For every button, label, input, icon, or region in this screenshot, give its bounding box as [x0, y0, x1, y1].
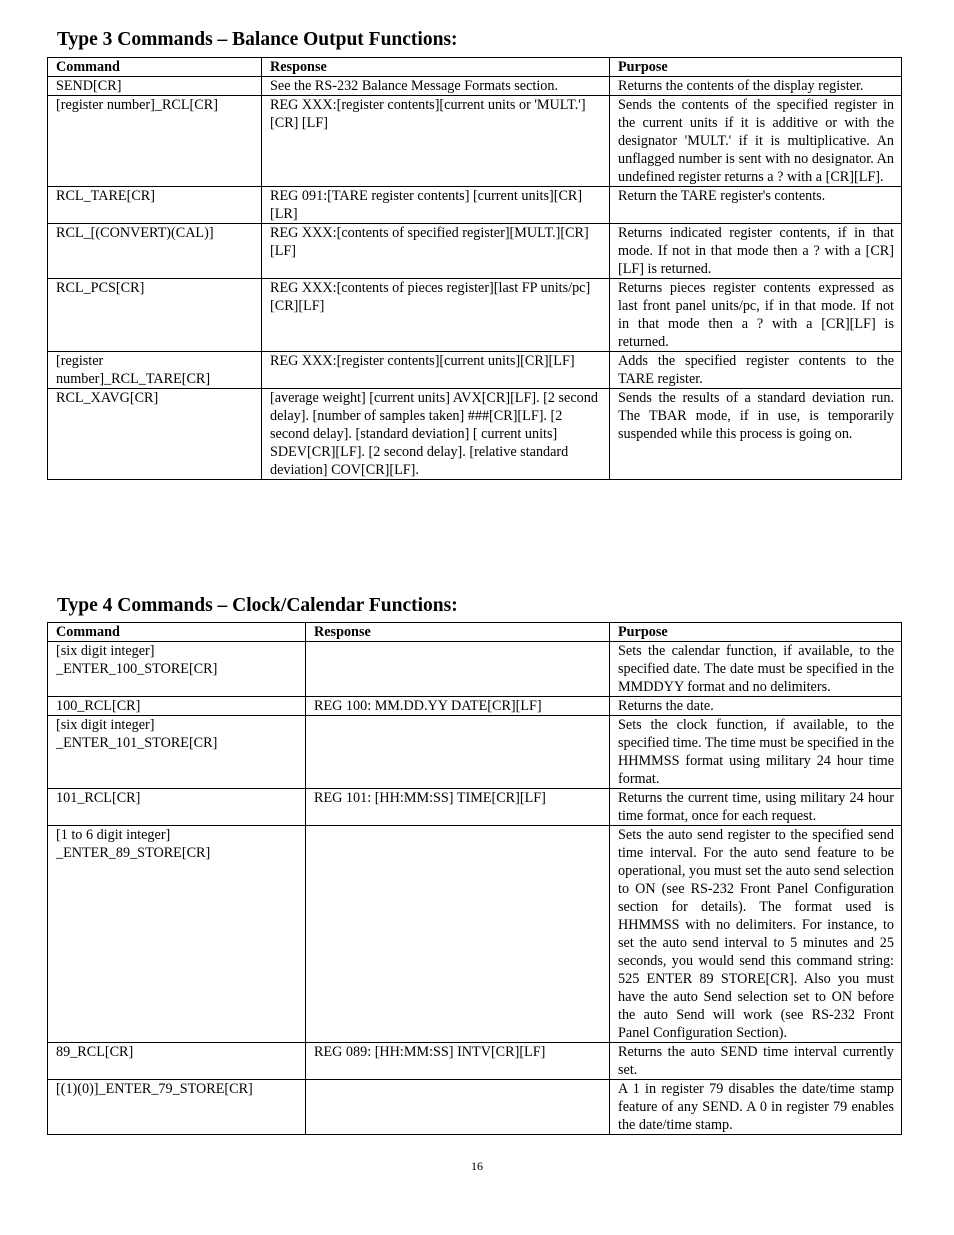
command-cell: [register number]_RCL_TARE[CR]: [48, 352, 262, 389]
purpose-cell: Sets the calendar function, if available, to the specified date. The date must be specified in the MMDDYY format and no delimiters.: [610, 642, 902, 697]
table-row: [48, 389, 902, 480]
table-header-row: [48, 58, 902, 77]
response-cell: [306, 1080, 610, 1135]
table-header-row: [48, 623, 902, 642]
table-row: [48, 187, 902, 224]
command-cell: [1 to 6 digit integer] _ENTER_89_STORE[CR]: [48, 826, 306, 1043]
command-cell: RCL_TARE[CR]: [48, 187, 262, 224]
response-cell: REG XXX:[register contents][current units][CR][LF]: [262, 352, 610, 389]
command-cell: RCL_PCS[CR]: [48, 279, 262, 352]
purpose-cell: Returns the contents of the display register.: [610, 77, 902, 96]
response-cell: [306, 716, 610, 789]
type-3-commands-table: [47, 57, 902, 480]
section-4-title: Type 4 Commands – Clock/Calendar Functions:: [57, 595, 458, 616]
response-cell: REG 100: MM.DD.YY DATE[CR][LF]: [306, 697, 610, 716]
command-cell: 89_RCL[CR]: [48, 1043, 306, 1080]
header-command: Command: [48, 58, 262, 77]
response-cell: REG XXX:[register contents][current units or 'MULT.'] [CR] [LF]: [262, 96, 610, 187]
purpose-cell: Sets the clock function, if available, to the specified time. The time must be specified in the HHMMSS format using military 24 hour time format.: [610, 716, 902, 789]
table-row: [48, 642, 902, 697]
purpose-cell: Adds the specified register contents to the TARE register.: [610, 352, 902, 389]
response-cell: [average weight] [current units] AVX[CR][LF]. [2 second delay]. [number of samples taken] ###[CR][LF]. [2 second delay]. [standard deviation] [ current units] SDEV[CR][LF]. [2 second delay]. [relative standard deviation] COV[CR][LF].: [262, 389, 610, 480]
command-cell: RCL_[(CONVERT)(CAL)]: [48, 224, 262, 279]
command-cell: [six digit integer] _ENTER_100_STORE[CR]: [48, 642, 306, 697]
table-row: [48, 789, 902, 826]
purpose-cell: Returns the current time, using military 24 hour time format, once for each request.: [610, 789, 902, 826]
header-command: Command: [48, 623, 306, 642]
table-row: [48, 1080, 902, 1135]
command-cell: [six digit integer] _ENTER_101_STORE[CR]: [48, 716, 306, 789]
table-row: [48, 697, 902, 716]
response-cell: REG 101: [HH:MM:SS] TIME[CR][LF]: [306, 789, 610, 826]
purpose-cell: Sets the auto send register to the specified send time interval. For the auto send feature to be operational, you must set the auto send selection to ON (see RS-232 Front Panel Configuration section for details). The format used is HHMMSS with no delimiters. For instance, to set the auto send interval to 5 minutes and 25 seconds, you would send this command string: 525 ENTER 89 STORE[CR]. Also you must have the auto Send selection set to ON before the auto Send will work (see RS-232 Front Panel Configuration Section).: [610, 826, 902, 1043]
command-cell: 100_RCL[CR]: [48, 697, 306, 716]
header-response: Response: [262, 58, 610, 77]
response-cell: REG XXX:[contents of specified register][MULT.][CR][LF]: [262, 224, 610, 279]
table-row: [48, 279, 902, 352]
purpose-cell: Returns the auto SEND time interval currently set.: [610, 1043, 902, 1080]
purpose-cell: A 1 in register 79 disables the date/time stamp feature of any SEND. A 0 in register 79 enables the date/time stamp.: [610, 1080, 902, 1135]
purpose-cell: Sends the results of a standard deviation run. The TBAR mode, if in use, is temporarily suspended while this process is going on.: [610, 389, 902, 480]
response-cell: [306, 826, 610, 1043]
header-response: Response: [306, 623, 610, 642]
command-cell: [register number]_RCL[CR]: [48, 96, 262, 187]
table-row: [48, 716, 902, 789]
page-number: 16: [471, 1159, 483, 1173]
table-row: [48, 96, 902, 187]
response-cell: [306, 642, 610, 697]
response-cell: See the RS-232 Balance Message Formats section.: [262, 77, 610, 96]
response-cell: REG XXX:[contents of pieces register][last FP units/pc][CR][LF]: [262, 279, 610, 352]
response-cell: REG 091:[TARE register contents] [current units][CR][LR]: [262, 187, 610, 224]
table-row: [48, 1043, 902, 1080]
purpose-cell: Returns indicated register contents, if in that mode. If not in that mode then a ? with a [CR][LF] is returned.: [610, 224, 902, 279]
table-row: [48, 826, 902, 1043]
type-4-commands-table: [47, 622, 902, 1135]
header-purpose: Purpose: [610, 58, 902, 77]
purpose-cell: Returns the date.: [610, 697, 902, 716]
section-3-title: Type 3 Commands – Balance Output Functions:: [57, 29, 458, 50]
table-row: [48, 224, 902, 279]
header-purpose: Purpose: [610, 623, 902, 642]
command-cell: [(1)(0)]_ENTER_79_STORE[CR]: [48, 1080, 306, 1135]
command-cell: RCL_XAVG[CR]: [48, 389, 262, 480]
table-row: [48, 77, 902, 96]
purpose-cell: Return the TARE register's contents.: [610, 187, 902, 224]
command-cell: SEND[CR]: [48, 77, 262, 96]
response-cell: REG 089: [HH:MM:SS] INTV[CR][LF]: [306, 1043, 610, 1080]
command-cell: 101_RCL[CR]: [48, 789, 306, 826]
table-row: [48, 352, 902, 389]
purpose-cell: Sends the contents of the specified register in the current units if it is additive or with the designator 'MULT.' if it is multiplicative. An unflagged number is sent with no designator. An undefined register returns a ? with a [CR][LF].: [610, 96, 902, 187]
purpose-cell: Returns pieces register contents expressed as last front panel units/pc, if in that mode. If not in that mode then a ? with a [CR][LF] is returned.: [610, 279, 902, 352]
